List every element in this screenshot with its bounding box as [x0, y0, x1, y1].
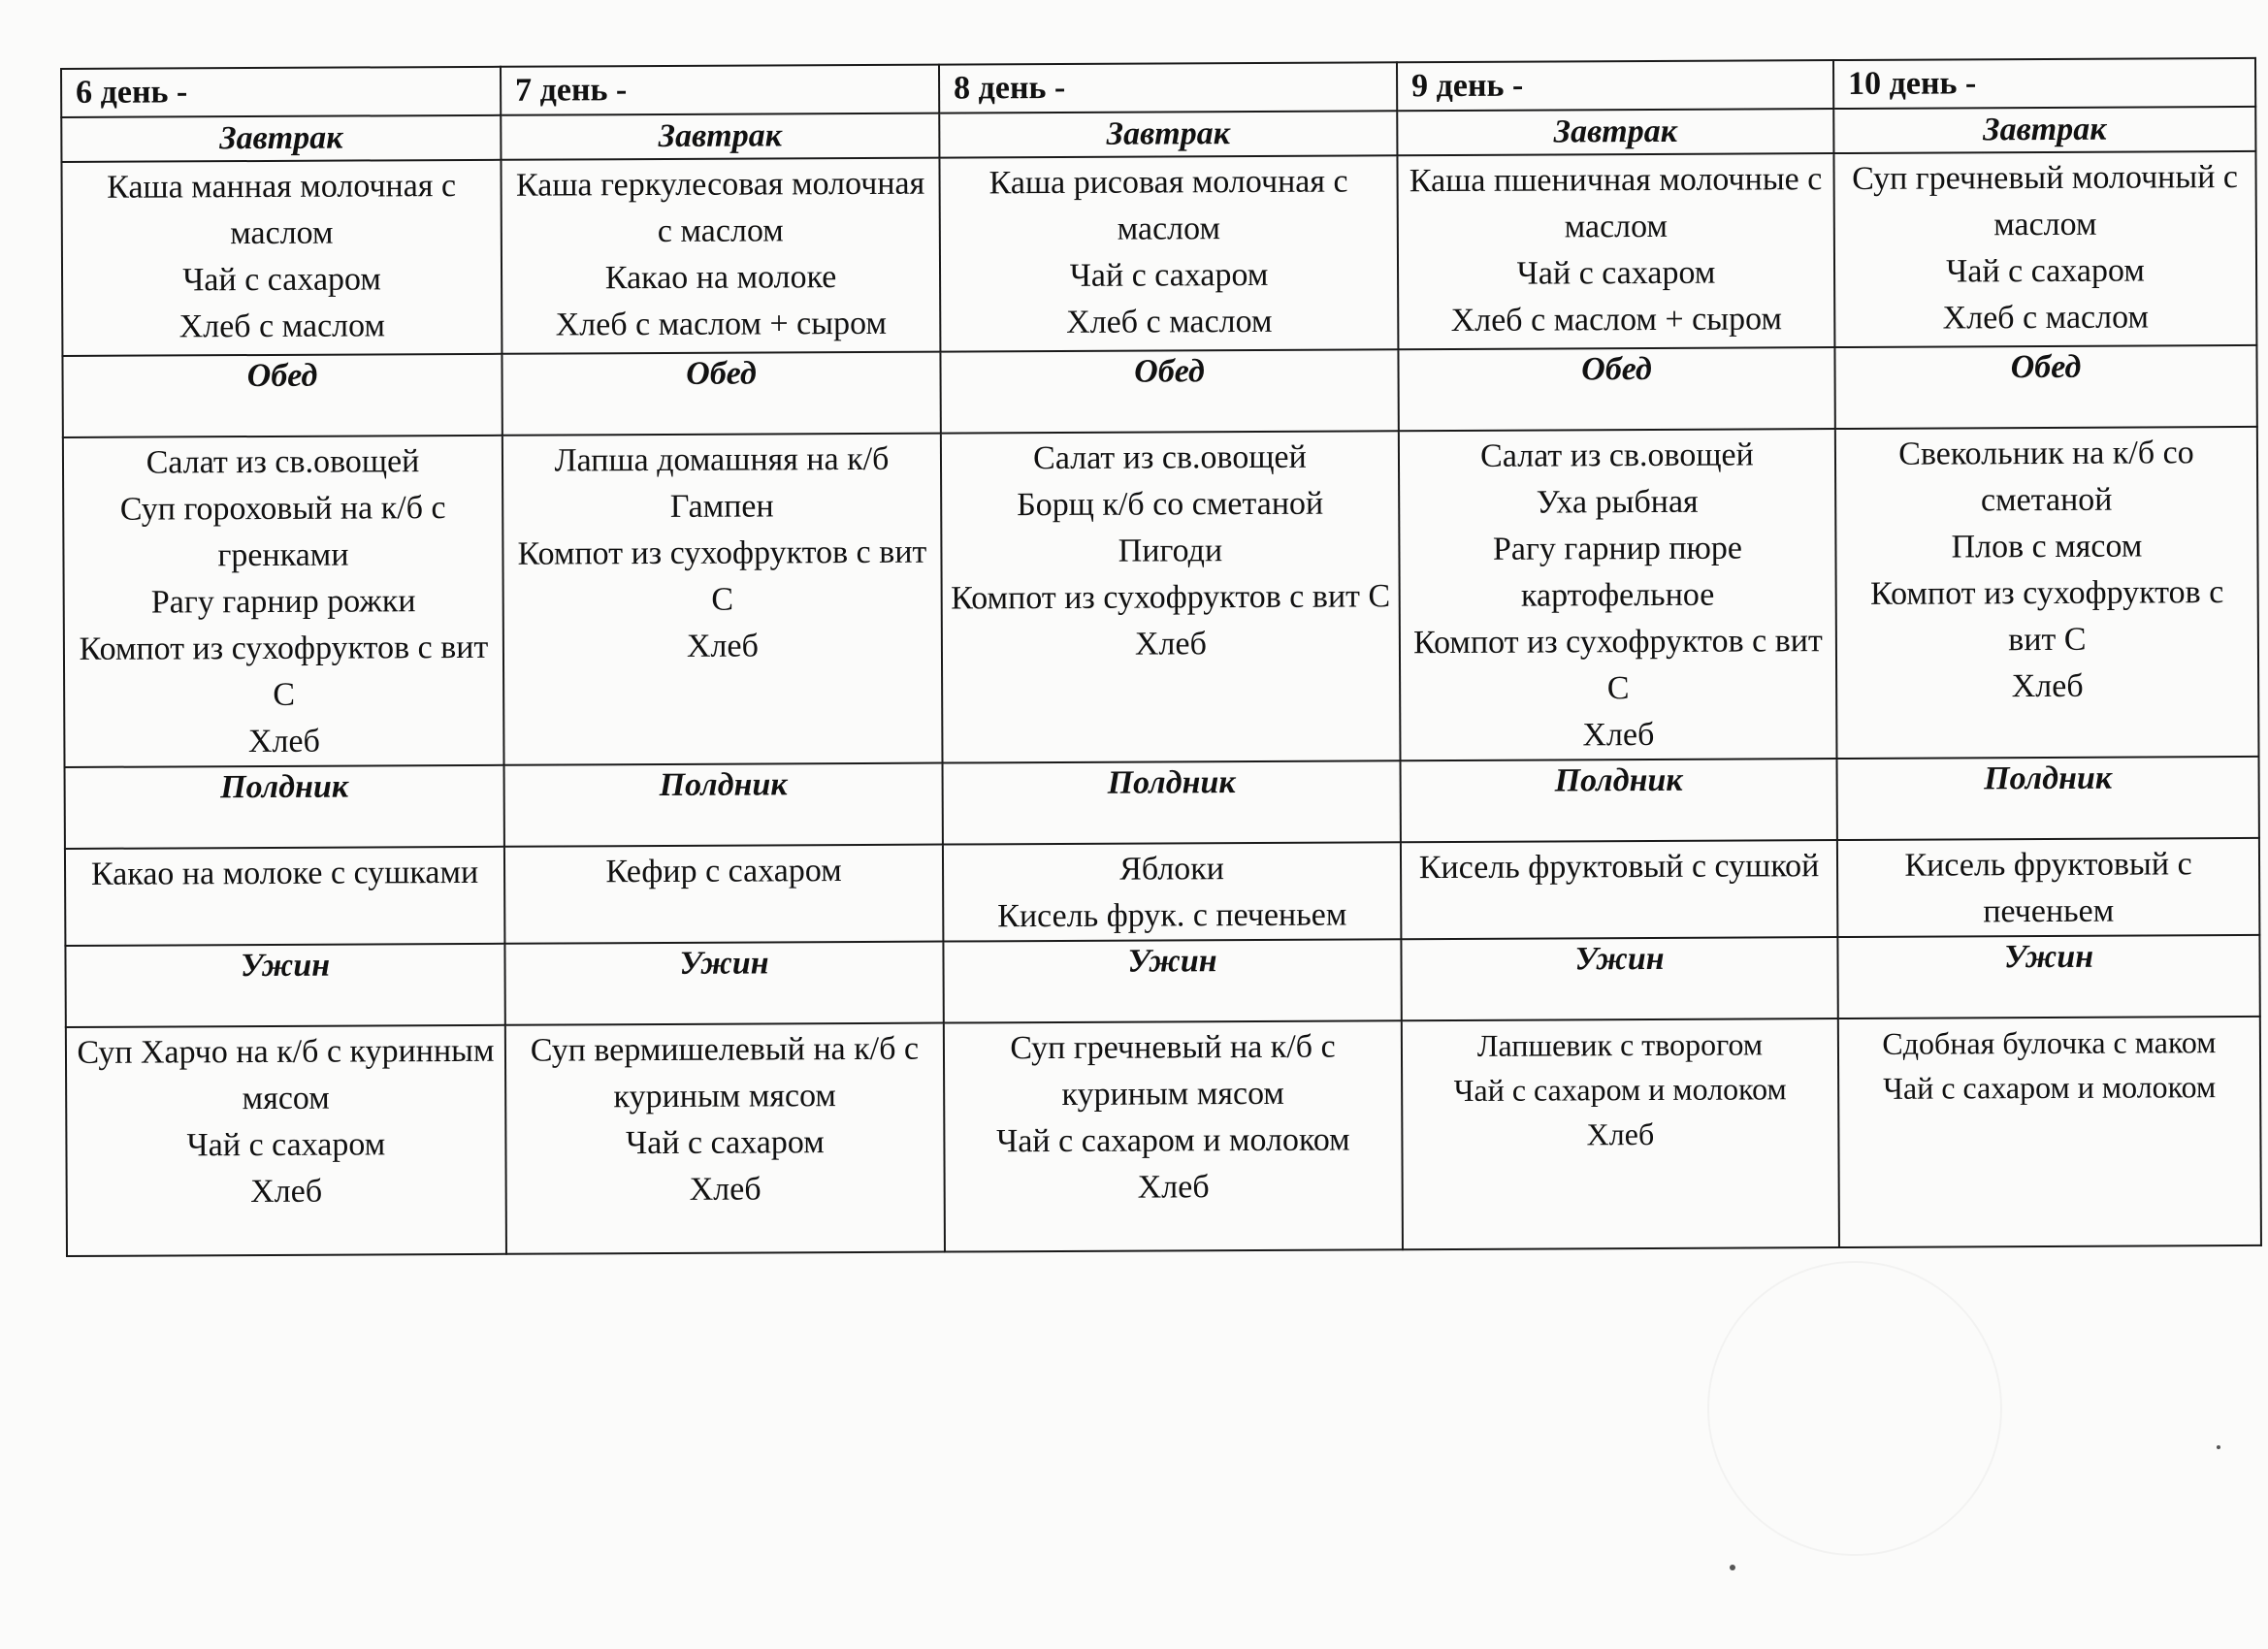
dish-cell [1837, 838, 2259, 937]
dish-cell [943, 842, 1401, 941]
dish-cell [1399, 429, 1837, 760]
meal-title: Ужин [65, 944, 504, 1027]
dish-cell [66, 1025, 506, 1256]
dish: Компот из сухофруктов с вит С [517, 534, 927, 618]
meal-title: Ужин [504, 942, 943, 1025]
dish: Чай с сахаром и молоком [1883, 1069, 2217, 1106]
meal-title: Полдник [504, 763, 943, 847]
dish: Чай с сахаром и молоком [1453, 1071, 1787, 1108]
dish-cell [1838, 1017, 2261, 1247]
dishes-row-breakfast [61, 151, 2256, 356]
dish: Каша манная молочная с маслом [107, 168, 457, 252]
dish: Борщ к/б со сметаной [1017, 485, 1324, 524]
dish: Чай с сахаром [1069, 256, 1269, 294]
dish: Хлеб [1134, 626, 1207, 663]
dish: Суп гороховый на к/б с гренками [119, 490, 446, 574]
dish: Чай с сахаром [186, 1126, 386, 1164]
day-label: 10 день - [1833, 58, 2255, 109]
dish: Хлеб [1137, 1169, 1210, 1206]
dish: Лапша домашняя на к/б [554, 440, 890, 479]
dish: Яблоки [1119, 851, 1225, 888]
dish-cell [1401, 840, 1837, 939]
meal-title: Ужин [1401, 937, 1837, 1020]
dish-cell [61, 160, 502, 356]
dish: Пигоди [1118, 533, 1223, 569]
dish: Какао на молоке [604, 259, 837, 297]
meal-header-row-dinner [65, 935, 2259, 1027]
meal-title: Ужин [1837, 935, 2259, 1018]
dish: Хлеб с маслом + сыром [555, 305, 888, 343]
dish: Кефир с сахаром [605, 853, 842, 890]
dish: Чай с сахаром [1946, 252, 2145, 290]
dish: Хлеб с маслом [1066, 303, 1273, 340]
dish-cell [1402, 1018, 1839, 1249]
dish: Плов с мясом [1951, 528, 2143, 566]
dish: Рагу гарнир рожки [150, 583, 416, 621]
dish: Салат из св.овощей [146, 443, 420, 481]
dish-cell [944, 1020, 1403, 1251]
day-label: 9 день - [1397, 60, 1833, 111]
dish: Чай с сахаром [1516, 254, 1716, 292]
dish: Суп Харчо на к/б с куринным мясом [77, 1032, 495, 1117]
meal-title: Обед [1834, 345, 2256, 429]
dish: Чай с сахаром [182, 261, 381, 299]
dish-cell [504, 845, 943, 944]
dish-cell [1397, 153, 1834, 349]
dish-cell [939, 155, 1398, 351]
dish: Хлеб [1586, 1116, 1655, 1152]
dish: Какао на молоке с сушками [90, 854, 479, 892]
dish: Каша рисовая молочная с маслом [988, 163, 1348, 247]
dish: Компот из сухофруктов с вит С [1412, 623, 1823, 707]
meal-title: Обед [62, 354, 502, 437]
dish: Хлеб [247, 723, 320, 760]
meal-title: Завтрак [939, 111, 1397, 157]
dish: Свекольник на к/б со сметаной [1898, 435, 2194, 519]
dish: Кисель фруктовый с печеньем [1904, 846, 2192, 930]
dish-cell [501, 158, 940, 354]
scan-speck [2217, 1445, 2220, 1449]
dish-cell [1833, 151, 2256, 347]
dish: Компот из сухофруктов с вит С [951, 578, 1391, 617]
dish: Компот из сухофруктов с вит С [79, 629, 489, 713]
scan-speck [1730, 1565, 1735, 1570]
meal-title: Завтрак [61, 115, 501, 162]
menu-table [60, 57, 2262, 1257]
dish: Хлеб [689, 1171, 761, 1208]
meal-header-row-snack [65, 757, 2259, 849]
dishes-row-lunch [63, 427, 2259, 767]
meal-title: Полдник [943, 760, 1401, 844]
dish: Рагу гарнир пюре картофельное [1492, 530, 1743, 614]
dish-cell [505, 1023, 945, 1254]
meal-title: Обед [940, 349, 1398, 433]
dish-cell [65, 847, 504, 946]
dish: Кисель фруктовый с сушкой [1418, 848, 1820, 887]
dish: Каша геркулесовая молочная с маслом [515, 165, 925, 249]
dish: Хлеб с маслом + сыром [1450, 301, 1783, 339]
dish: Суп вермишелевый на к/б с куриным мясом [530, 1030, 920, 1116]
dish: Хлеб [2011, 667, 2084, 705]
faint-stamp-mark [1707, 1261, 2002, 1556]
dishes-row-dinner [66, 1017, 2261, 1256]
dish: Суп гречневый молочный с маслом [1852, 159, 2239, 243]
meal-title: Обед [1398, 347, 1834, 431]
meal-title: Завтрак [1833, 107, 2255, 153]
dish: Лапшевик с творогом [1476, 1026, 1764, 1063]
dish: Чай с сахаром и молоком [996, 1121, 1350, 1160]
dish: Хлеб с маслом [178, 307, 386, 345]
meal-title: Полдник [1401, 759, 1837, 842]
meal-title: Обед [502, 352, 940, 436]
dish: Суп гречневый на к/б с куриным мясом [1010, 1028, 1336, 1113]
dish: Уха рыбная [1536, 483, 1699, 521]
meal-title: Завтрак [501, 113, 939, 160]
meal-title: Полдник [1837, 757, 2259, 840]
day-label: 7 день - [501, 65, 939, 115]
dish: Гампен [669, 488, 774, 525]
dish: Кисель фрук. с печеньем [997, 896, 1347, 935]
dish: Сдобная булочка с маком [1882, 1024, 2217, 1061]
dish: Салат из св.овощей [1480, 436, 1754, 474]
menu-sheet [60, 57, 2260, 1257]
dish-cell [941, 431, 1401, 762]
dish-cell [502, 434, 943, 765]
dish-cell [1835, 427, 2259, 759]
meal-header-row-lunch [62, 345, 2256, 437]
dish: Хлеб [250, 1173, 323, 1211]
day-label: 8 день - [939, 62, 1397, 113]
dish: Чай с сахаром [626, 1124, 825, 1162]
dish-cell [63, 436, 504, 767]
day-label: 6 день - [61, 67, 501, 117]
dish: Салат из св.овощей [1033, 438, 1307, 477]
dish: Хлеб [686, 628, 759, 664]
dishes-row-snack [65, 838, 2259, 946]
dish: Хлеб с маслом [1942, 299, 2150, 337]
meal-title: Полдник [65, 765, 504, 849]
meal-title: Завтрак [1397, 109, 1833, 155]
dish: Хлеб [1582, 716, 1655, 754]
dish: Компот из сухофруктов с вит С [1870, 574, 2224, 659]
meal-title: Ужин [943, 939, 1401, 1022]
dish: Каша пшеничная молочные с маслом [1409, 161, 1823, 245]
